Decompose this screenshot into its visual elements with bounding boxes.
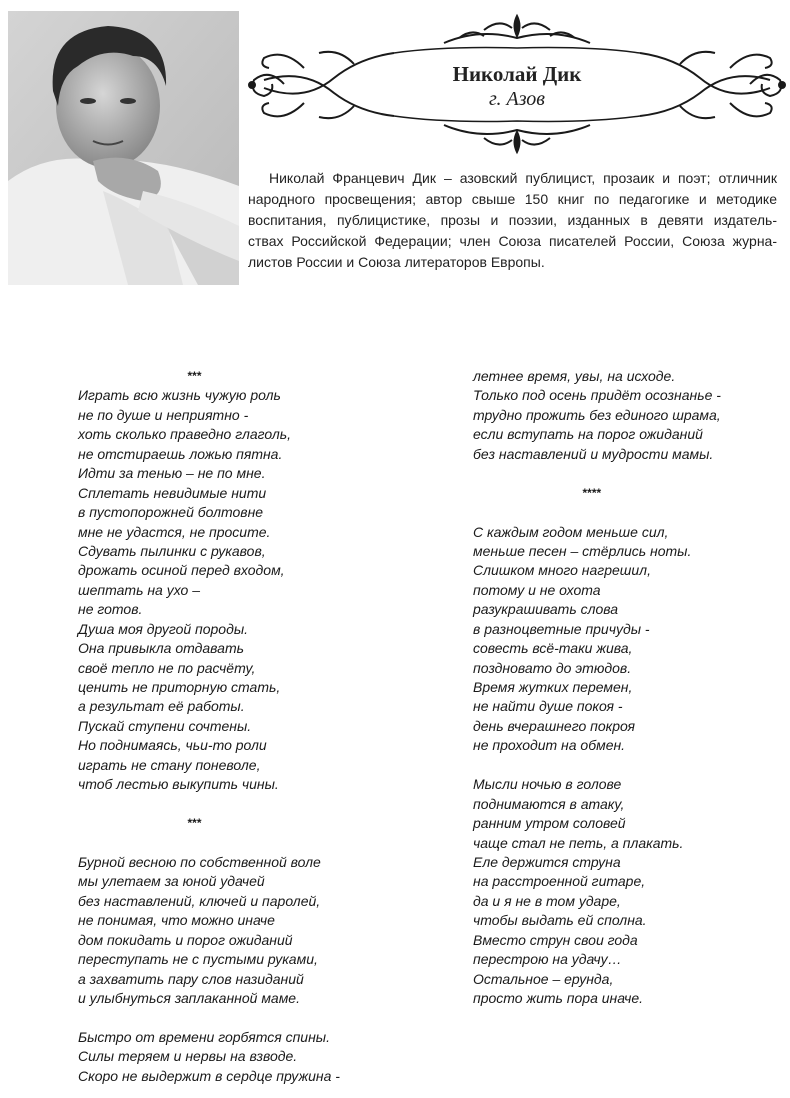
- poems-right-column: [473, 367, 773, 1008]
- poem-line: С каждым годом меньше сил,: [473, 523, 669, 540]
- poem-line: не понимая, что можно иначе: [78, 912, 275, 929]
- poem-line: Слишком много нагрешил,: [473, 562, 651, 579]
- poem-line: Сдувать пылинки с рукавов,: [78, 542, 266, 559]
- poem-line: Душа моя другой породы.: [78, 620, 249, 637]
- poem-line: не отстираешь ложью пятна.: [78, 445, 283, 462]
- stanza-gap: [473, 503, 773, 522]
- poem-line: трудно прожить без единого шрама,: [473, 406, 721, 423]
- poem-line: разукрашивать слова: [473, 601, 619, 618]
- poem-line: Еле держится струна: [473, 853, 621, 870]
- poem-line: Вместо струн свои года: [473, 931, 638, 948]
- poem-line: поднимаются в атаку,: [473, 795, 625, 812]
- poems-left-column: [78, 367, 378, 1086]
- bio-line: листов России и Союза литераторов Европы.: [248, 254, 545, 270]
- poem-line: на расстроенной гитаре,: [473, 873, 646, 890]
- author-city: г. Азов: [489, 88, 545, 110]
- poem-line: без наставлений и мудрости мамы.: [473, 445, 714, 462]
- poem-line: не проходит на обмен.: [473, 737, 626, 754]
- poem-line: ранним утром соловей: [473, 815, 626, 832]
- poem-line: дом покидать и порог ожиданий: [78, 931, 293, 948]
- bio-line: Николай Францевич Дик – азовский публицист, прозаик и поэт; отличник: [269, 170, 777, 186]
- poem-line: поздновато до этюдов.: [473, 659, 632, 676]
- poem-line: Мысли ночью в голове: [473, 776, 622, 793]
- poem-separator: ***: [187, 816, 202, 831]
- poem-line: в пустопорожней болтовне: [78, 504, 264, 521]
- poem-line: день вчерашнего покроя: [473, 717, 635, 734]
- poem-line: и улыбнуться заплаканной маме.: [78, 990, 300, 1006]
- poem-line: играть не стану поневоле,: [78, 756, 261, 773]
- poem-line: Играть всю жизнь чужую роль: [78, 387, 281, 404]
- poem-line: Бурной весною по собственной воле: [78, 853, 321, 870]
- poem-line: Силы теряем и нервы на взводе.: [78, 1048, 298, 1065]
- poem-line: да и я не в том ударе,: [473, 892, 621, 909]
- poem-line: не готов.: [78, 601, 143, 618]
- poem-line: Быстро от времени горбятся спины.: [78, 1028, 330, 1045]
- poem-line: своё тепло не по расчёту,: [78, 659, 256, 676]
- poem-line: дрожать осиной перед входом,: [78, 562, 285, 579]
- stanza-gap: [78, 795, 378, 814]
- poem-line: Остальное – ерунда,: [473, 970, 614, 987]
- poem-line: Она привыкла отдавать: [78, 640, 244, 657]
- poem-line: меньше песен – стёрлись ноты.: [473, 542, 692, 559]
- poem-line: шептать на ухо –: [78, 581, 201, 598]
- stanza-gap: [78, 834, 378, 853]
- poem-line: мне не удастся, не просите.: [78, 523, 271, 540]
- poem-line: Идти за тенью – не по мне.: [78, 465, 266, 482]
- poem-line: не найти душе покоя -: [473, 698, 623, 715]
- poem-line: потому и не охота: [473, 581, 601, 598]
- author-bio: [248, 168, 777, 273]
- poem-line: переступать не с пустыми руками,: [78, 951, 318, 968]
- poem-line: без наставлений, ключей и паролей,: [78, 892, 321, 909]
- poem-line: Скоро не выдержит в сердце пружина -: [78, 1067, 340, 1084]
- bio-line: воспитания, публицистике, прозы и поэзии, изданных в девяти издатель-: [248, 212, 777, 228]
- poem-line: хоть сколько праведно глаголь,: [78, 426, 292, 443]
- poem-line: а результат её работы.: [78, 698, 245, 715]
- poem-line: перестрою на удачу…: [473, 951, 622, 968]
- poem-line: если вступать на порог ожиданий: [473, 426, 703, 443]
- bio-line: ствах Российской Федерации; член Союза писателей России, Союза журна-: [248, 233, 777, 249]
- poem-line: чаще стал не петь, а плакать.: [473, 834, 684, 851]
- poem-line: совесть всё-таки жива,: [473, 640, 633, 657]
- author-photo: [8, 11, 239, 285]
- poem-line: просто жить пора иначе.: [473, 990, 644, 1006]
- bio-line: народного просвещения; автор свыше 150 книг по педагогике и методике: [248, 191, 777, 207]
- poem-line: а захватить пару слов назиданий: [78, 970, 304, 987]
- stanza-gap: [473, 464, 773, 483]
- poem-line: Пускай ступени сочтены.: [78, 717, 252, 734]
- poem-line: в разноцветные причуды -: [473, 620, 650, 637]
- poem-line: Только под осень придёт осознанье -: [473, 387, 721, 404]
- poem-line: не по душе и неприятно -: [78, 406, 249, 423]
- poem-line: мы улетаем за юной удачей: [78, 873, 265, 890]
- poem-line: летнее время, увы, на исходе.: [473, 368, 676, 384]
- poem-line: Время жутких перемен,: [473, 679, 633, 695]
- poem-line: Но поднимаясь, чьи-то роли: [78, 737, 267, 754]
- poem-line: чтобы выдать ей сполна.: [473, 912, 647, 929]
- poem-line: чтоб лестью выкупить чины.: [78, 776, 279, 793]
- title-banner: [244, 8, 790, 158]
- poem-separator: ****: [582, 485, 601, 500]
- stanza-gap: [78, 1008, 378, 1027]
- poem-line: ценить не приторную стать,: [78, 679, 281, 695]
- poem-separator: ***: [187, 369, 202, 383]
- stanza-gap: [473, 756, 773, 775]
- poem-line: Сплетать невидимые нити: [78, 484, 267, 501]
- portrait-image: [8, 11, 239, 285]
- author-name: Николай Дик: [452, 62, 582, 86]
